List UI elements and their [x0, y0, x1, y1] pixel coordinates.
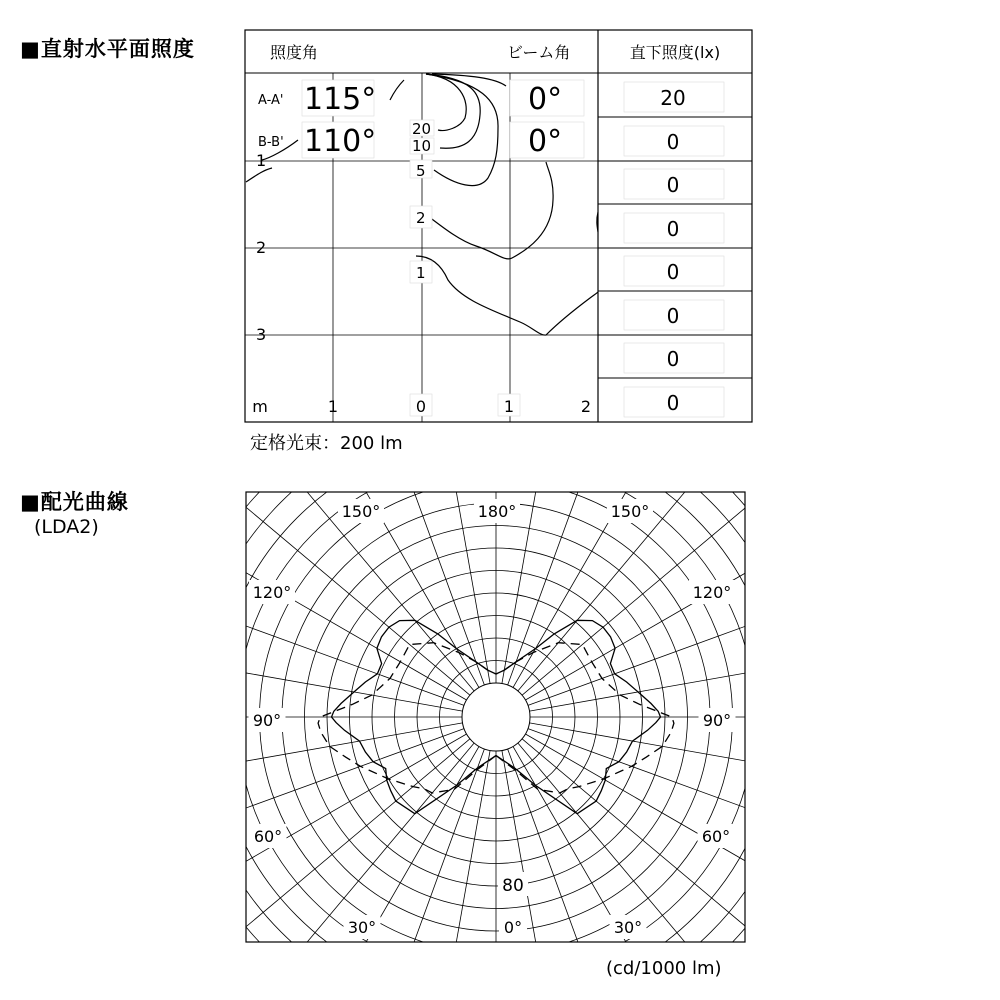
direct-value-3: 0	[666, 217, 680, 241]
row-beam-bb: 0°	[528, 124, 563, 159]
rated-flux-note: 定格光束：200 lm	[250, 433, 403, 454]
polar-unit-label: (cd/1000 lm)	[606, 958, 722, 979]
row-angle-bb: 110°	[304, 124, 377, 159]
angle-label: 30°	[613, 918, 643, 937]
direct-value-6: 0	[666, 347, 680, 371]
angle-label: 0°	[503, 918, 523, 937]
x-tick-0: 0	[415, 397, 427, 416]
contour-label-1: 1	[416, 264, 426, 282]
direct-value-1: 0	[666, 130, 680, 154]
radial-scale-label: 80	[502, 876, 524, 896]
header-beam-label: ビーム角	[507, 43, 571, 62]
polar-subtitle: (LDA2)	[34, 516, 99, 538]
contour-label-2: 2	[416, 209, 426, 227]
angle-label: 30°	[347, 918, 377, 937]
header-angle-label: 照度角	[270, 43, 319, 62]
angle-label: 90°	[702, 711, 732, 730]
x-tick-left-1: 1	[327, 397, 339, 416]
angle-label: 150°	[341, 502, 381, 521]
direct-value-7: 0	[666, 391, 680, 415]
row-label-aa: A-A'	[258, 93, 284, 108]
row-angle-aa: 115°	[304, 82, 377, 117]
direct-value-4: 0	[666, 260, 680, 284]
polar-hub	[462, 683, 530, 751]
contour-label-10: 10	[412, 137, 432, 155]
y-tick-1: 1	[256, 151, 267, 170]
angle-label: 60°	[701, 827, 731, 846]
angle-label: 90°	[252, 711, 282, 730]
direct-value-5: 0	[666, 304, 680, 328]
polar-section-title: ■配光曲線	[20, 490, 129, 514]
direct-value-0: 20	[660, 86, 686, 110]
angle-label: 150°	[610, 502, 650, 521]
polar-grid	[96, 317, 896, 1000]
y-tick-2: 2	[256, 238, 267, 257]
x-tick-1: 1	[503, 397, 515, 416]
angle-label: 120°	[252, 583, 292, 602]
angle-label: 60°	[253, 827, 283, 846]
row-beam-aa: 0°	[528, 82, 563, 117]
angle-label: 120°	[692, 583, 732, 602]
row-label-bb: B-B'	[258, 135, 284, 150]
x-tick-2: 2	[580, 397, 592, 416]
header-direct-label: 直下照度(lx)	[629, 43, 721, 62]
y-tick-3: 3	[256, 325, 267, 344]
angle-label: 180°	[477, 502, 517, 521]
contour-label-20: 20	[412, 120, 432, 138]
contour-label-5: 5	[416, 162, 426, 180]
illuminance-section-title: ■直射水平面照度	[20, 37, 195, 61]
x-unit-label: m	[252, 397, 268, 416]
direct-value-2: 0	[666, 173, 680, 197]
